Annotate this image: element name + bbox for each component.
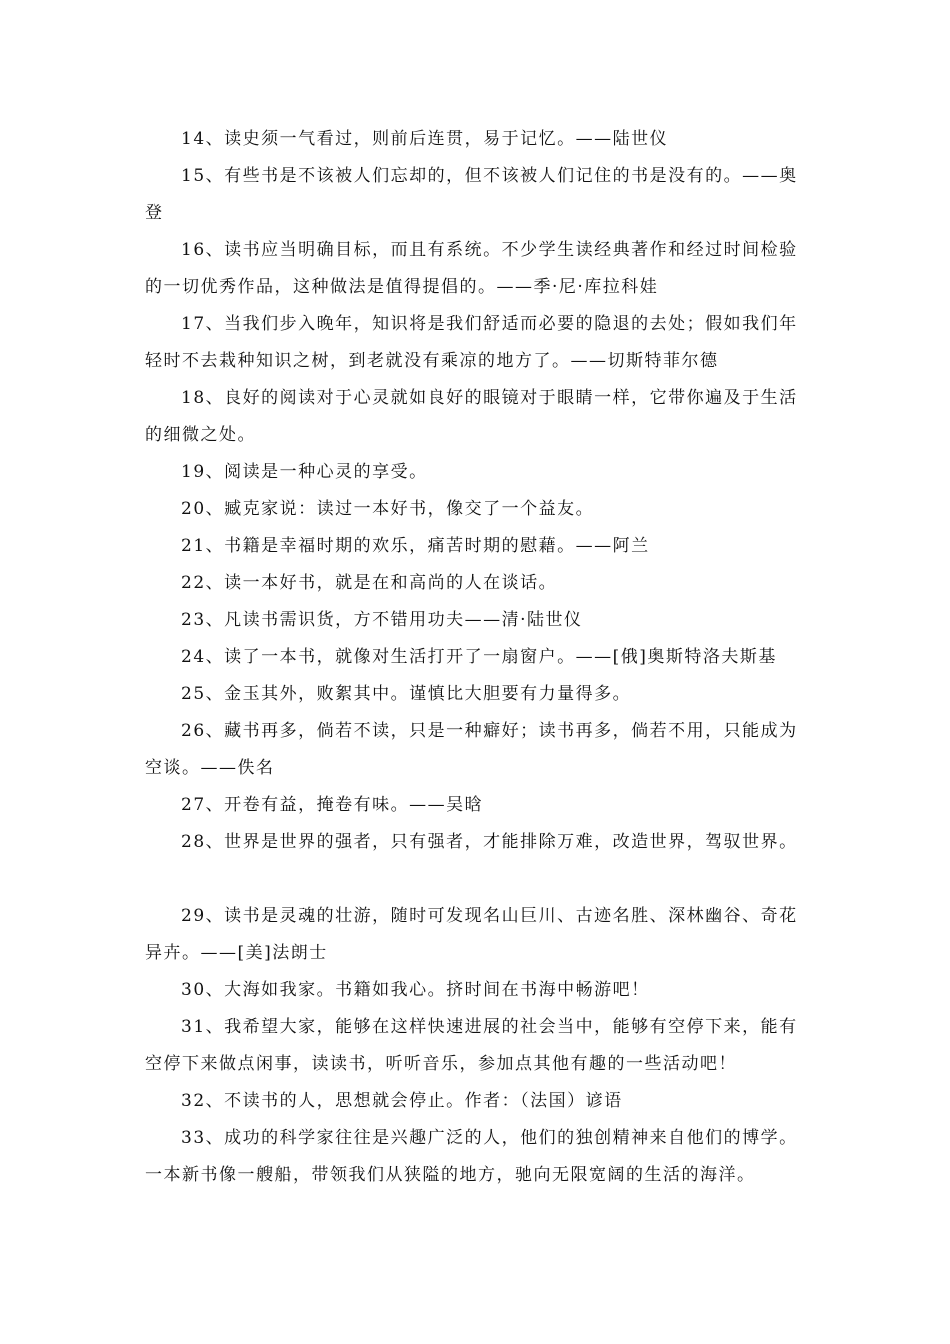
quote-paragraph: 15、有些书是不该被人们忘却的，但不该被人们记住的书是没有的。——奥登	[145, 166, 798, 223]
quote-paragraph: 26、藏书再多，倘若不读，只是一种癖好；读书再多，倘若不用，只能成为空谈。——佚名	[145, 721, 798, 778]
quote-paragraph: 14、读史须一气看过，则前后连贯，易于记忆。——陆世仪	[181, 129, 669, 149]
quote-paragraph: 27、开卷有益，掩卷有味。——吴晗	[181, 795, 484, 815]
quote-paragraph: 18、良好的阅读对于心灵就如良好的眼镜对于眼睛一样，它带你遍及于生活的细微之处。	[145, 388, 798, 445]
quote-paragraph: 21、书籍是幸福时期的欢乐，痛苦时期的慰藉。——阿兰	[181, 536, 650, 556]
quote-paragraph: 22、读一本好书，就是在和高尚的人在谈话。	[181, 573, 558, 593]
quote-paragraph: 31、我希望大家，能够在这样快速进展的社会当中，能够有空停下来，能有空停下来做点闲事，读读书，听听音乐，参加点其他有趣的一些活动吧！	[145, 1017, 798, 1074]
quote-paragraph: 30、大海如我家。书籍如我心。挤时间在书海中畅游吧！	[181, 980, 650, 1000]
document-body	[145, 121, 810, 1194]
quote-paragraph: 29、读书是灵魂的壮游，随时可发现名山巨川、古迹名胜、深林幽谷、奇花异卉。——[美]法朗士	[145, 906, 798, 963]
quote-paragraph: 25、金玉其外，败絮其中。谨慎比大胆要有力量得多。	[181, 684, 632, 704]
paragraph-spacer	[145, 861, 810, 898]
quote-paragraph: 33、成功的科学家往往是兴趣广泛的人，他们的独创精神来自他们的博学。一本新书像一艘船，带领我们从狭隘的地方，驰向无限宽阔的生活的海洋。	[145, 1128, 798, 1185]
quote-paragraph: 28、世界是世界的强者，只有强者，才能排除万难，改造世界，驾驭世界。	[181, 832, 798, 852]
quote-paragraph: 24、读了一本书，就像对生活打开了一扇窗户。——[俄]奥斯特洛夫斯基	[181, 647, 777, 667]
quote-paragraph: 32、不读书的人，思想就会停止。作者：（法国）谚语	[181, 1091, 623, 1111]
quote-paragraph: 17、当我们步入晚年，知识将是我们舒适而必要的隐退的去处；假如我们年轻时不去栽种知识之树，到老就没有乘凉的地方了。——切斯特菲尔德	[145, 314, 798, 371]
quote-paragraph: 23、凡读书需识货，方不错用功夫——清·陆世仪	[181, 610, 583, 630]
quote-paragraph: 16、读书应当明确目标，而且有系统。不少学生读经典著作和经过时间检验的一切优秀作品，这种做法是值得提倡的。——季·尼·库拉科娃	[145, 240, 798, 297]
quote-paragraph: 20、臧克家说：读过一本好书，像交了一个益友。	[181, 499, 595, 519]
quote-paragraph: 19、阅读是一种心灵的享受。	[181, 462, 428, 482]
